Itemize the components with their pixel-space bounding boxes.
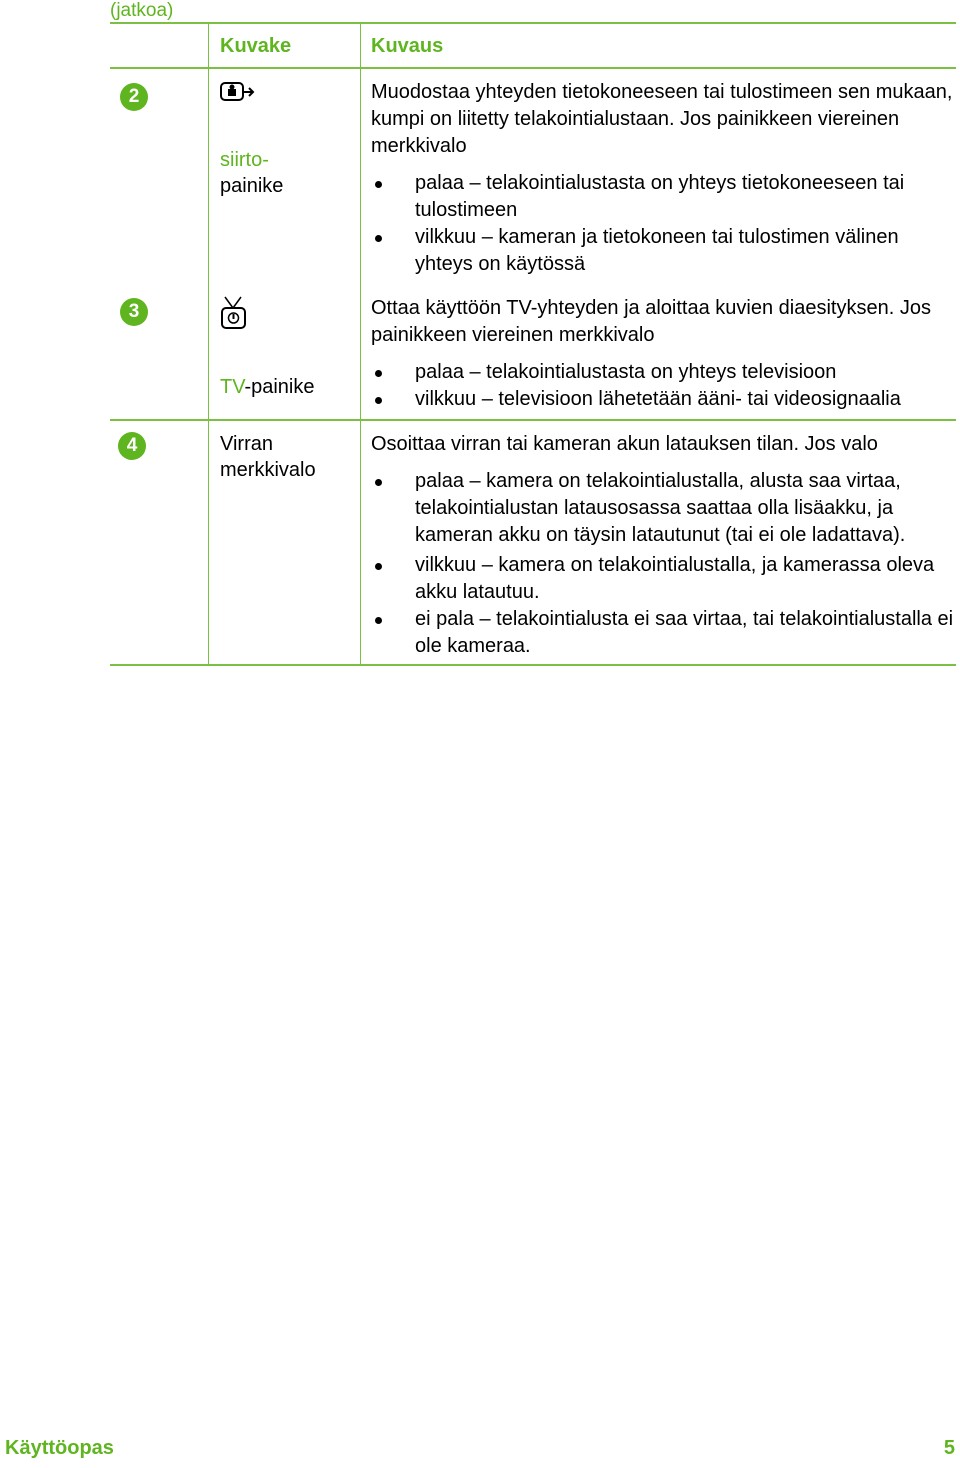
- table-bottom-rule: [110, 664, 956, 666]
- callout-number: 2: [120, 83, 148, 111]
- transfer-icon: [218, 79, 258, 105]
- description-intro: Ottaa käyttöön TV-yhteyden ja aloittaa kuvien diaesityksen. Jos painikkeen viereinen merkkivalo: [371, 297, 931, 346]
- column-rule: [360, 22, 361, 666]
- list-item: vilkkuu – kameran ja tietokoneen tai tulostimen välinen yhteys on käytössä: [371, 224, 956, 278]
- tv-description: [371, 295, 956, 413]
- tv-icon: [218, 294, 250, 332]
- power-indicator-label: Virran merkkivalo: [220, 433, 316, 481]
- list-item: palaa – telakointialustasta on yhteys televisioon: [371, 359, 956, 386]
- transfer-description: [371, 79, 956, 278]
- description-intro: Osoittaa virran tai kameran akun latauksen tilan. Jos valo: [371, 433, 878, 455]
- callout-number: 3: [120, 298, 148, 326]
- footer-title: Käyttöopas: [5, 1437, 114, 1459]
- list-item: palaa – telakointialustasta on yhteys tietokoneeseen tai tulostimeen: [371, 170, 956, 224]
- list-item: palaa – kamera on telakointialustalla, alusta saa virtaa, telakointialustan latausosassa saattaa olla lisäakku, ja kameran akku on täysin latautunut (tai ei ole ladattava).: [371, 468, 956, 549]
- page-number: 5: [943, 1437, 955, 1459]
- power-indicator-description: [371, 431, 956, 660]
- description-intro: Muodostaa yhteyden tietokoneeseen tai tulostimeen sen mukaan, kumpi on liitetty telakointialustaan. Jos painikkeen viereinen merkkivalo: [371, 81, 953, 157]
- list-item: ei pala – telakointialusta ei saa virtaa, tai telakointialustalla ei ole kameraa.: [371, 606, 956, 660]
- list-item: vilkkuu – televisioon lähetetään ääni- tai videosignaalia: [371, 386, 956, 413]
- row-rule: [110, 419, 956, 421]
- header-description-column: Kuvaus: [371, 35, 444, 57]
- list-item: vilkkuu – kamera on telakointialustalla, ja kamerassa oleva akku latautuu.: [371, 552, 956, 606]
- header-rule: [110, 67, 956, 69]
- callout-number: 4: [118, 432, 146, 460]
- header-icon-column: Kuvake: [220, 35, 292, 57]
- tv-button-label: TV-painike: [220, 376, 315, 398]
- column-rule: [208, 22, 209, 666]
- continued-label: (jatkoa): [110, 0, 174, 21]
- table-top-rule: [110, 22, 956, 24]
- transfer-button-label: siirto- painike: [220, 149, 284, 197]
